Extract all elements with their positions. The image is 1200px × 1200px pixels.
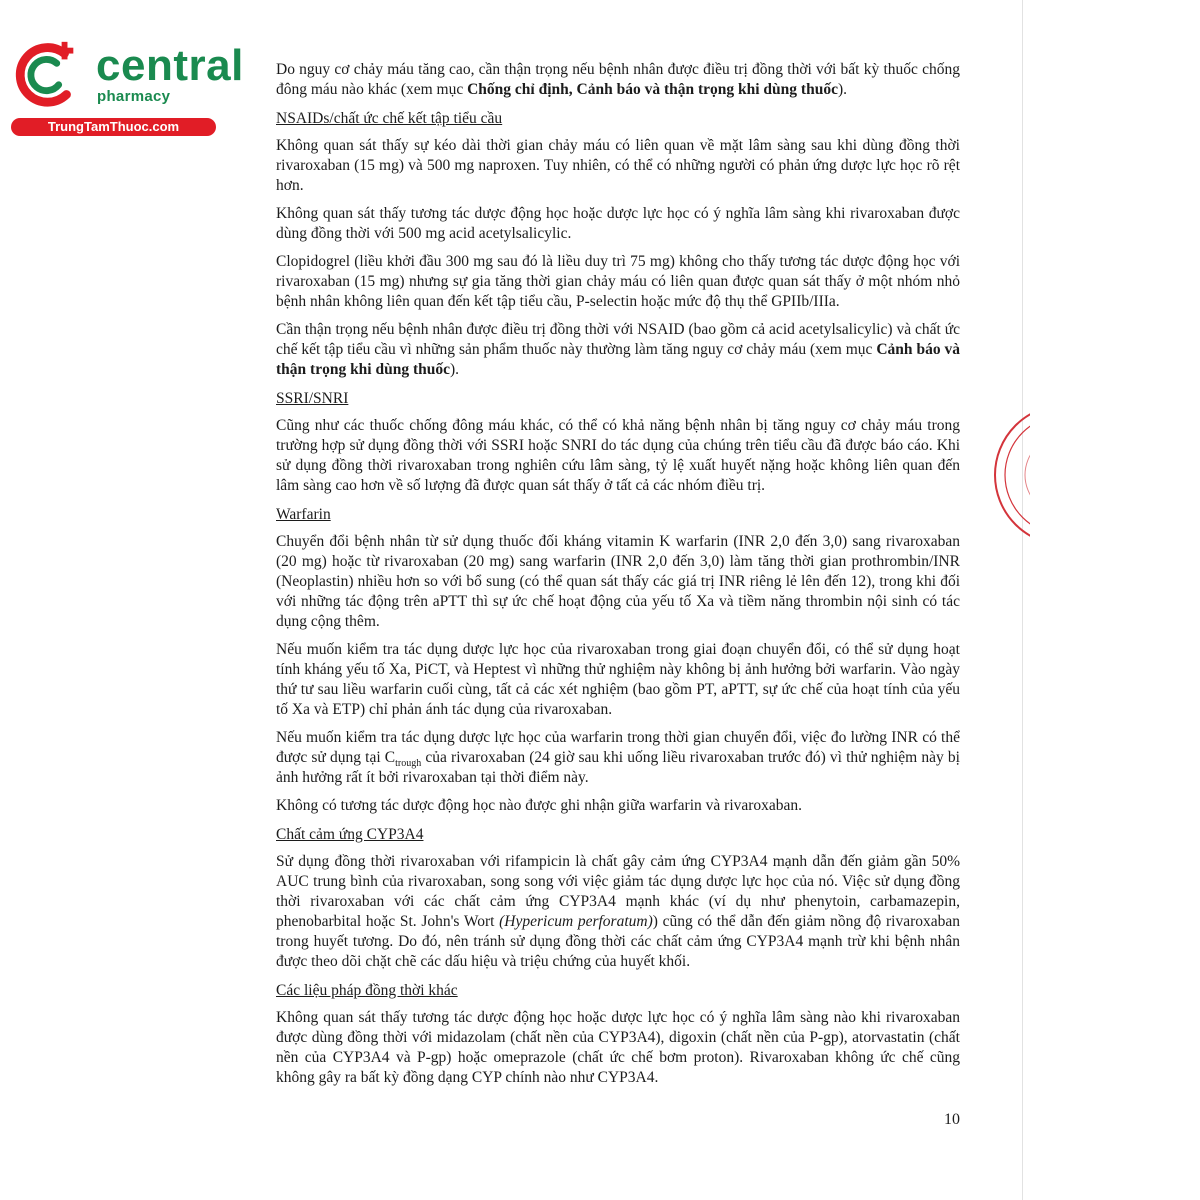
- paragraph: Clopidogrel (liều khởi đầu 300 mg sau đó là liều duy trì 75 mg) không cho thấy tương tác dược động học với rivaroxaban (15 mg) nhưng sự gia tăng thời gian chảy máu có liên quan được quan sát thấy ở một nhóm nhỏ bệnh nhân không liên quan đến kết tập tiểu cầu, P-selectin hoặc mức độ thụ thể GPIIb/IIIa.: [276, 253, 960, 310]
- paragraph: Nếu muốn kiểm tra tác dụng dược lực học của rivaroxaban trong giai đoạn chuyển đổi, có thể sử dụng hoạt tính kháng yếu tố Xa, PiCT, và Heptest vì những thử nghiệm này không bị ảnh hưởng bởi warfarin. Vào ngày thứ tư sau liều warfarin cuối cùng, tất cả các xét nghiệm (bao gồm PT, aPTT, sự ức chế của hoạt tính của yếu tố Xa và ETP) chỉ phản ánh tác dụng của rivaroxaban.: [276, 641, 960, 718]
- document-body: [276, 60, 960, 1096]
- brand-name: central: [96, 41, 244, 90]
- section-heading-ssri: SSRI/SNRI: [276, 390, 349, 407]
- central-pharmacy-logo-icon: [8, 36, 86, 114]
- section-heading-nsaids: NSAIDs/chất ức chế kết tập tiểu cầu: [276, 110, 503, 127]
- section-heading-warfarin: Warfarin: [276, 506, 331, 523]
- page-number: 10: [944, 1111, 960, 1128]
- paragraph: Cũng như các thuốc chống đông máu khác, có thể có khả năng bệnh nhân bị tăng nguy cơ chảy máu trong trường hợp sử dụng đồng thời với SSRI hoặc SNRI do tác dụng của chúng trên tiểu cầu đã được báo cáo. Khi sử dụng đồng thời rivaroxaban trong nghiên cứu lâm sàng, tỷ lệ xuất huyết nặng hoặc không liên quan đến lâm sàng cao hơn về số lượng đã được quan sát thấy ở tất cả các nhóm điều trị.: [276, 417, 960, 494]
- paragraph: Sử dụng đồng thời rivaroxaban với rifampicin là chất gây cảm ứng CYP3A4 mạnh dẫn đến giảm gần 50% AUC trung bình của rivaroxaban, song song với việc giảm tác dụng dược lực học của nó. Việc sử dụng đồng thời rivaroxaban với các chất cảm ứng CYP3A4 mạnh khác (ví dụ như phenytoin, carbamazepin, phenobarbital hoặc St. John's Wort (Hypericum perforatum)) cũng có thể dẫn đến giảm nồng độ rivaroxaban trong huyết tương. Do đó, nên tránh sử dụng đồng thời các chất cảm ứng CYP3A4 mạnh trừ khi bệnh nhân được theo dõi chặt chẽ các dấu hiệu và triệu chứng của huyết khối.: [276, 853, 960, 970]
- page-edge-line: [1022, 0, 1023, 1200]
- paragraph: Cần thận trọng nếu bệnh nhân được điều trị đồng thời với NSAID (bao gồm cả acid acetylsalicylic) và chất ức chế kết tập tiểu cầu vì những sản phẩm thuốc này thường làm tăng nguy cơ chảy máu (xem mục Cảnh báo và thận trọng khi dùng thuốc).: [276, 321, 960, 378]
- paragraph: Không có tương tác dược động học nào được ghi nhận giữa warfarin và rivaroxaban.: [276, 797, 803, 814]
- paragraph: Chuyển đổi bệnh nhân từ sử dụng thuốc đối kháng vitamin K warfarin (INR 2,0 đến 3,0) sang rivaroxaban (20 mg) hoặc từ rivaroxaban (20 mg) sang warfarin (INR 2,0 đến 3,0) làm tăng thời gian prothrombin/INR (Neoplastin) nhiều hơn so với bổ sung (có thể quan sát thấy các giá trị INR riêng lẻ lên đến 12), trong khi đối với những tác động trên aPTT thì sự ức chế hoạt động của yếu tố Xa và tiềm năng thrombin nội sinh có tác dụng cộng thêm.: [276, 533, 960, 630]
- brand-subtitle: pharmacy: [97, 88, 171, 105]
- section-heading-other: Các liệu pháp đồng thời khác: [276, 982, 458, 999]
- paragraph: Không quan sát thấy sự kéo dài thời gian chảy máu có liên quan về mặt lâm sàng sau khi dùng đồng thời rivaroxaban (15 mg) và 500 mg naproxen. Tuy nhiên, có thể có những người có phản ứng dược lực học rõ rệt hơn.: [276, 137, 960, 194]
- section-heading-cyp3a4: Chất cảm ứng CYP3A4: [276, 826, 424, 843]
- brand-logo[interactable]: [8, 36, 244, 136]
- intro-paragraph: Do nguy cơ chảy máu tăng cao, cần thận trọng nếu bệnh nhân được điều trị đồng thời với bất kỳ thuốc chống đông máu nào khác (xem mục Chống chỉ định, Cảnh báo và thận trọng khi dùng thuốc).: [276, 61, 960, 98]
- stamp-seal-icon: [990, 400, 1030, 550]
- paragraph: Nếu muốn kiểm tra tác dụng dược lực học của warfarin trong thời gian chuyển đổi, việc đo lường INR có thể được sử dụng tại $C_{trough}$ của rivaroxaban (24 giờ sau khi uống liều rivaroxaban trước đó) vì thử nghiệm này bị ảnh hưởng rất ít bởi rivaroxaban tại thời điểm này.: [276, 729, 960, 786]
- paragraph: Không quan sát thấy tương tác dược động học hoặc dược lực học có ý nghĩa lâm sàng khi rivaroxaban được dùng đồng thời với 500 mg acid acetylsalicylic.: [276, 205, 960, 242]
- paragraph: Không quan sát thấy tương tác dược động học hoặc dược lực học có ý nghĩa lâm sàng nào khi rivaroxaban được dùng đồng thời với midazolam (chất nền của CYP3A4), digoxin (chất nền của P-gp), atorvastatin (chất nền của CYP3A4 và P-gp) hoặc omeprazole (chất ức chế bơm proton). Rivaroxaban không ức chế cũng không gây ra bất kỳ đồng dạng CYP chính nào như CYP3A4.: [276, 1009, 960, 1086]
- website-badge[interactable]: TrungTamThuoc.com: [11, 118, 216, 136]
